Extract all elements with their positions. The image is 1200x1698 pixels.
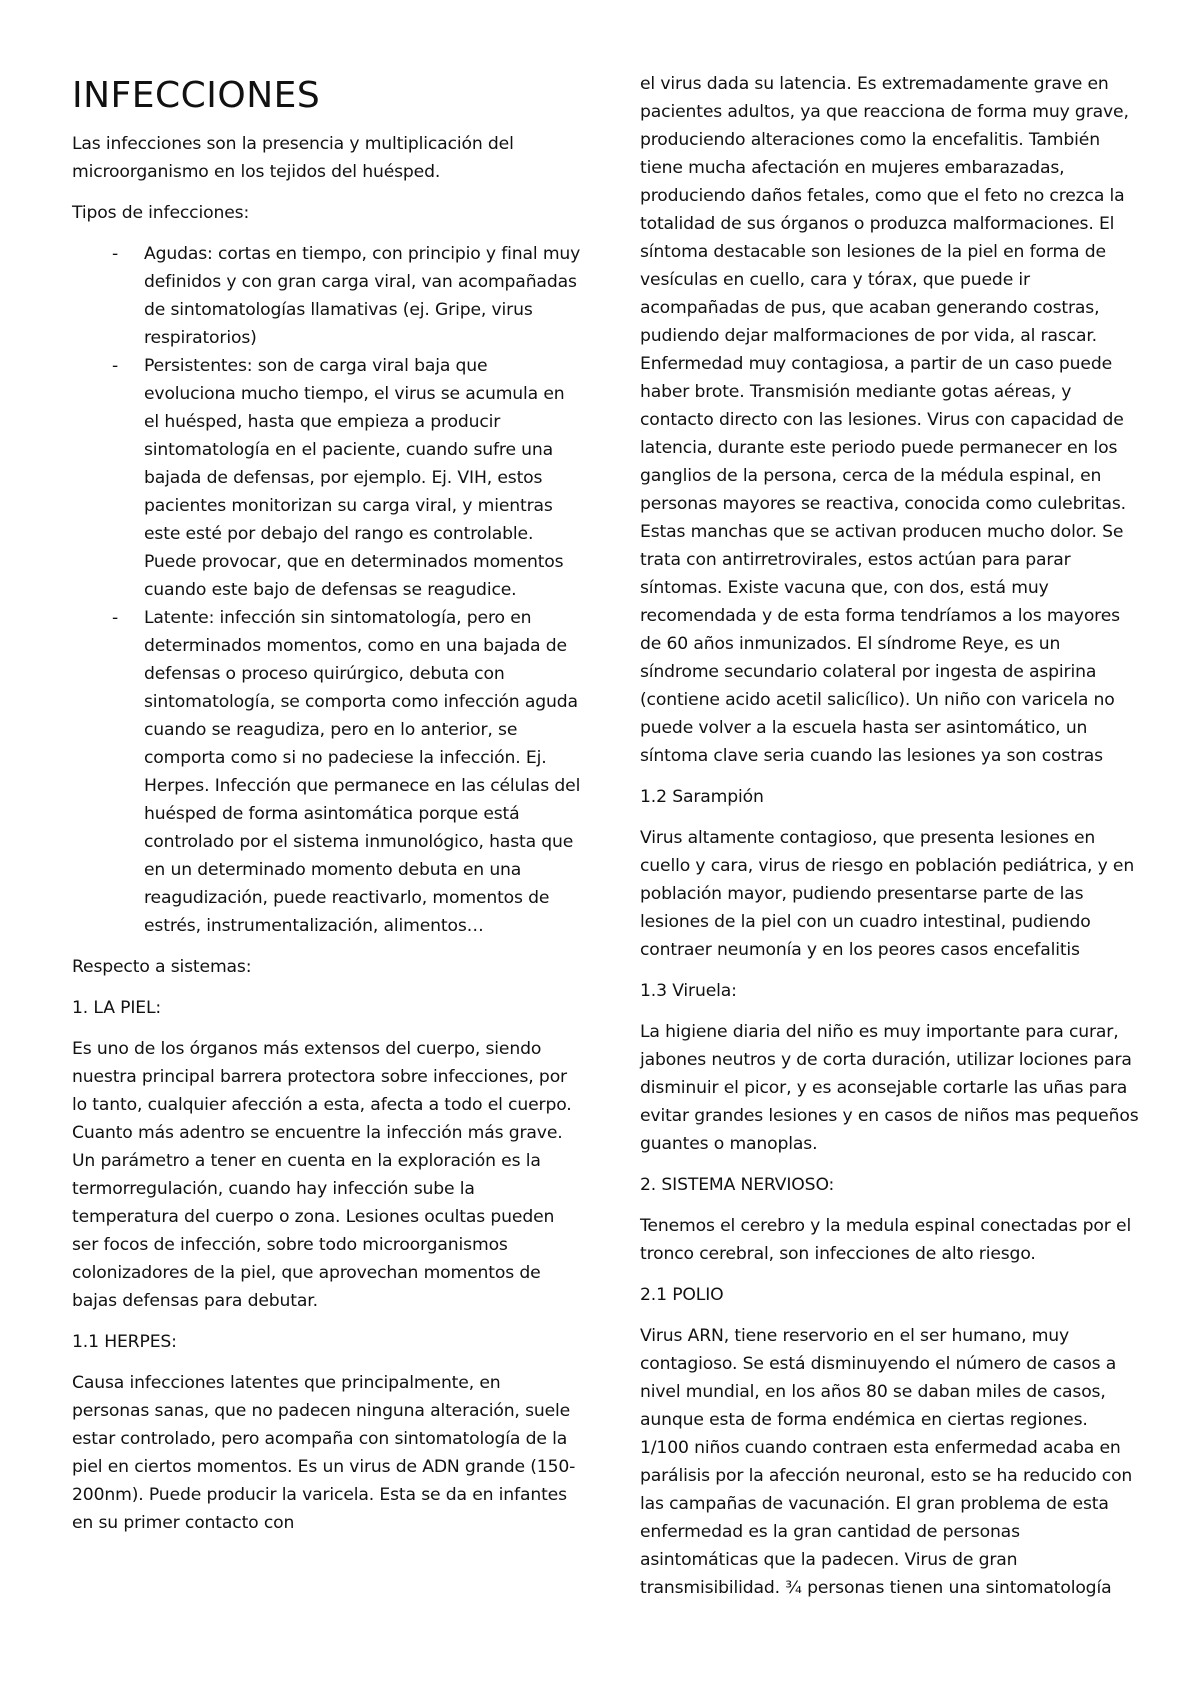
types-heading: Tipos de infecciones: <box>72 203 250 223</box>
list-item-text: Agudas: cortas en tiempo, con principio y final muy definidos y con gran carga viral, van acompañadas de sintomatologías llamativas (ej. Gripe, virus respiratorios) <box>144 244 581 348</box>
polio-paragraph: Virus ARN, tiene reservorio en el ser humano, muy contagioso. Se está disminuyendo el número de casos a nivel mundial, en los años 80 se daban miles de casos, aunque esta de forma endémica en ciertas regiones. 1/100 niños cuando contraen esta enfermedad acaba en parálisis por la afección neuronal, esto se ha reducido con las campañas de vacunación. El gran problema de esta enfermedad es la gran cantidad de personas asintomáticas que la padecen. Virus de gran transmisibilidad. ¾ personas tienen una sintomatología <box>640 1326 1133 1598</box>
herpes-paragraph: Causa infecciones latentes que principalmente, en personas sanas, que no padecen ninguna alteración, suele estar controlado, pero acompaña con sintomatología de la piel en ciertos momentos. Es un virus de ADN grande (150-200nm). Puede producir la varicela. Esta se da en infantes en su primer contacto con <box>72 1373 576 1533</box>
list-item-text: Latente: infección sin sintomatología, pero en determinados momentos, como en una bajada de defensas o proceso quirúrgico, debuta con sintomatología, se comporta como infección aguda cuando se reagudiza, pero en lo anterior, se comporta como si no padeciese la infección. Ej. Herpes. Infección que permanece en las células del huésped de forma asintomática porque está controlado por el sistema inmunológico, hasta que en un determinado momento debuta en una reagudización, puede reactivarlo, momentos de estrés, instrumentalización, alimentos… <box>144 608 581 936</box>
list-item <box>72 352 582 604</box>
list-item <box>72 604 582 940</box>
list-dash: - <box>112 244 119 264</box>
skin-heading: 1. LA PIEL: <box>72 998 162 1018</box>
page-title: INFECCIONES <box>72 75 321 116</box>
intro-paragraph: Las infecciones son la presencia y multiplicación del microorganismo en los tejidos del huésped. <box>72 134 514 182</box>
left-column <box>72 72 582 1550</box>
smallpox-paragraph: La higiene diaria del niño es muy importante para curar, jabones neutros y de corta duración, utilizar lociones para disminuir el picor, y es aconsejable cortarle las uñas para evitar grandes lesiones y en casos de niños mas pequeños guantes o manoplas. <box>640 1022 1139 1154</box>
smallpox-heading: 1.3 Viruela: <box>640 981 737 1001</box>
systems-heading: Respecto a sistemas: <box>72 957 252 977</box>
list-item <box>72 240 582 352</box>
herpes-paragraph-continued: el virus dada su latencia. Es extremadamente grave en pacientes adultos, ya que reacciona de forma muy grave, produciendo alteraciones como la encefalitis. También tiene mucha afectación en mujeres embarazadas, produciendo daños fetales, como que el feto no crezca la totalidad de sus órganos o produzca malformaciones. El síntoma destacable son lesiones de la piel en forma de vesículas en cuello, cara y tórax, que puede ir acompañadas de pus, que acaban generando costras, pudiendo dejar malformaciones de por vida, al rascar. Enfermedad muy contagiosa, a partir de un caso puede haber brote. Transmisión mediante gotas aéreas, y contacto directo con las lesiones. Virus con capacidad de latencia, durante este periodo puede permanecer en los ganglios de la persona, cerca de la médula espinal, en personas mayores se reactiva, conocida como culebritas. Estas manchas que se activan producen mucho dolor. Se trata con antirretrovirales, estos actúan para parar síntomas. Existe vacuna que, con dos, está muy recomendada y de esta forma tendríamos a los mayores de 60 años inmunizados. El síndrome Reye, es un síndrome secundario colateral por ingesta de aspirina (contiene acido acetil salicílico). Un niño con varicela no puede volver a la escuela hasta ser asintomático, un síntoma clave seria cuando las lesiones ya son costras <box>640 74 1129 766</box>
list-item-text: Persistentes: son de carga viral baja que evoluciona mucho tiempo, el virus se acumula en el huésped, hasta que empieza a producir sintomatología en el paciente, cuando sufre una bajada de defensas, por ejemplo. Ej. VIH, estos pacientes monitorizan su carga viral, y mientras este esté por debajo del rango es controlable. Puede provocar, que en determinados momentos cuando este bajo de defensas se reagudice. <box>144 356 565 600</box>
list-dash: - <box>112 356 119 376</box>
measles-heading: 1.2 Sarampión <box>640 787 764 807</box>
nervous-system-paragraph: Tenemos el cerebro y la medula espinal conectadas por el tronco cerebral, son infecciones de alto riesgo. <box>640 1216 1132 1264</box>
nervous-system-heading: 2. SISTEMA NERVIOSO: <box>640 1175 835 1195</box>
infection-types-list <box>72 240 582 940</box>
measles-paragraph: Virus altamente contagioso, que presenta lesiones en cuello y cara, virus de riesgo en población pediátrica, y en población mayor, pudiendo presentarse parte de las lesiones de la piel con un cuadro intestinal, pudiendo contraer neumonía y en los peores casos encefalitis <box>640 828 1135 960</box>
right-column <box>640 70 1140 1615</box>
list-dash: - <box>112 608 119 628</box>
skin-paragraph: Es uno de los órganos más extensos del cuerpo, siendo nuestra principal barrera protectora sobre infecciones, por lo tanto, cualquier afección a esta, afecta a todo el cuerpo. Cuanto más adentro se encuentre la infección más grave. Un parámetro a tener en cuenta en la exploración es la termorregulación, cuando hay infección sube la temperatura del cuerpo o zona. Lesiones ocultas pueden ser focos de infección, sobre todo microorganismos colonizadores de la piel, que aprovechan momentos de bajas defensas para debutar. <box>72 1039 572 1311</box>
herpes-heading: 1.1 HERPES: <box>72 1332 177 1352</box>
polio-heading: 2.1 POLIO <box>640 1285 724 1305</box>
